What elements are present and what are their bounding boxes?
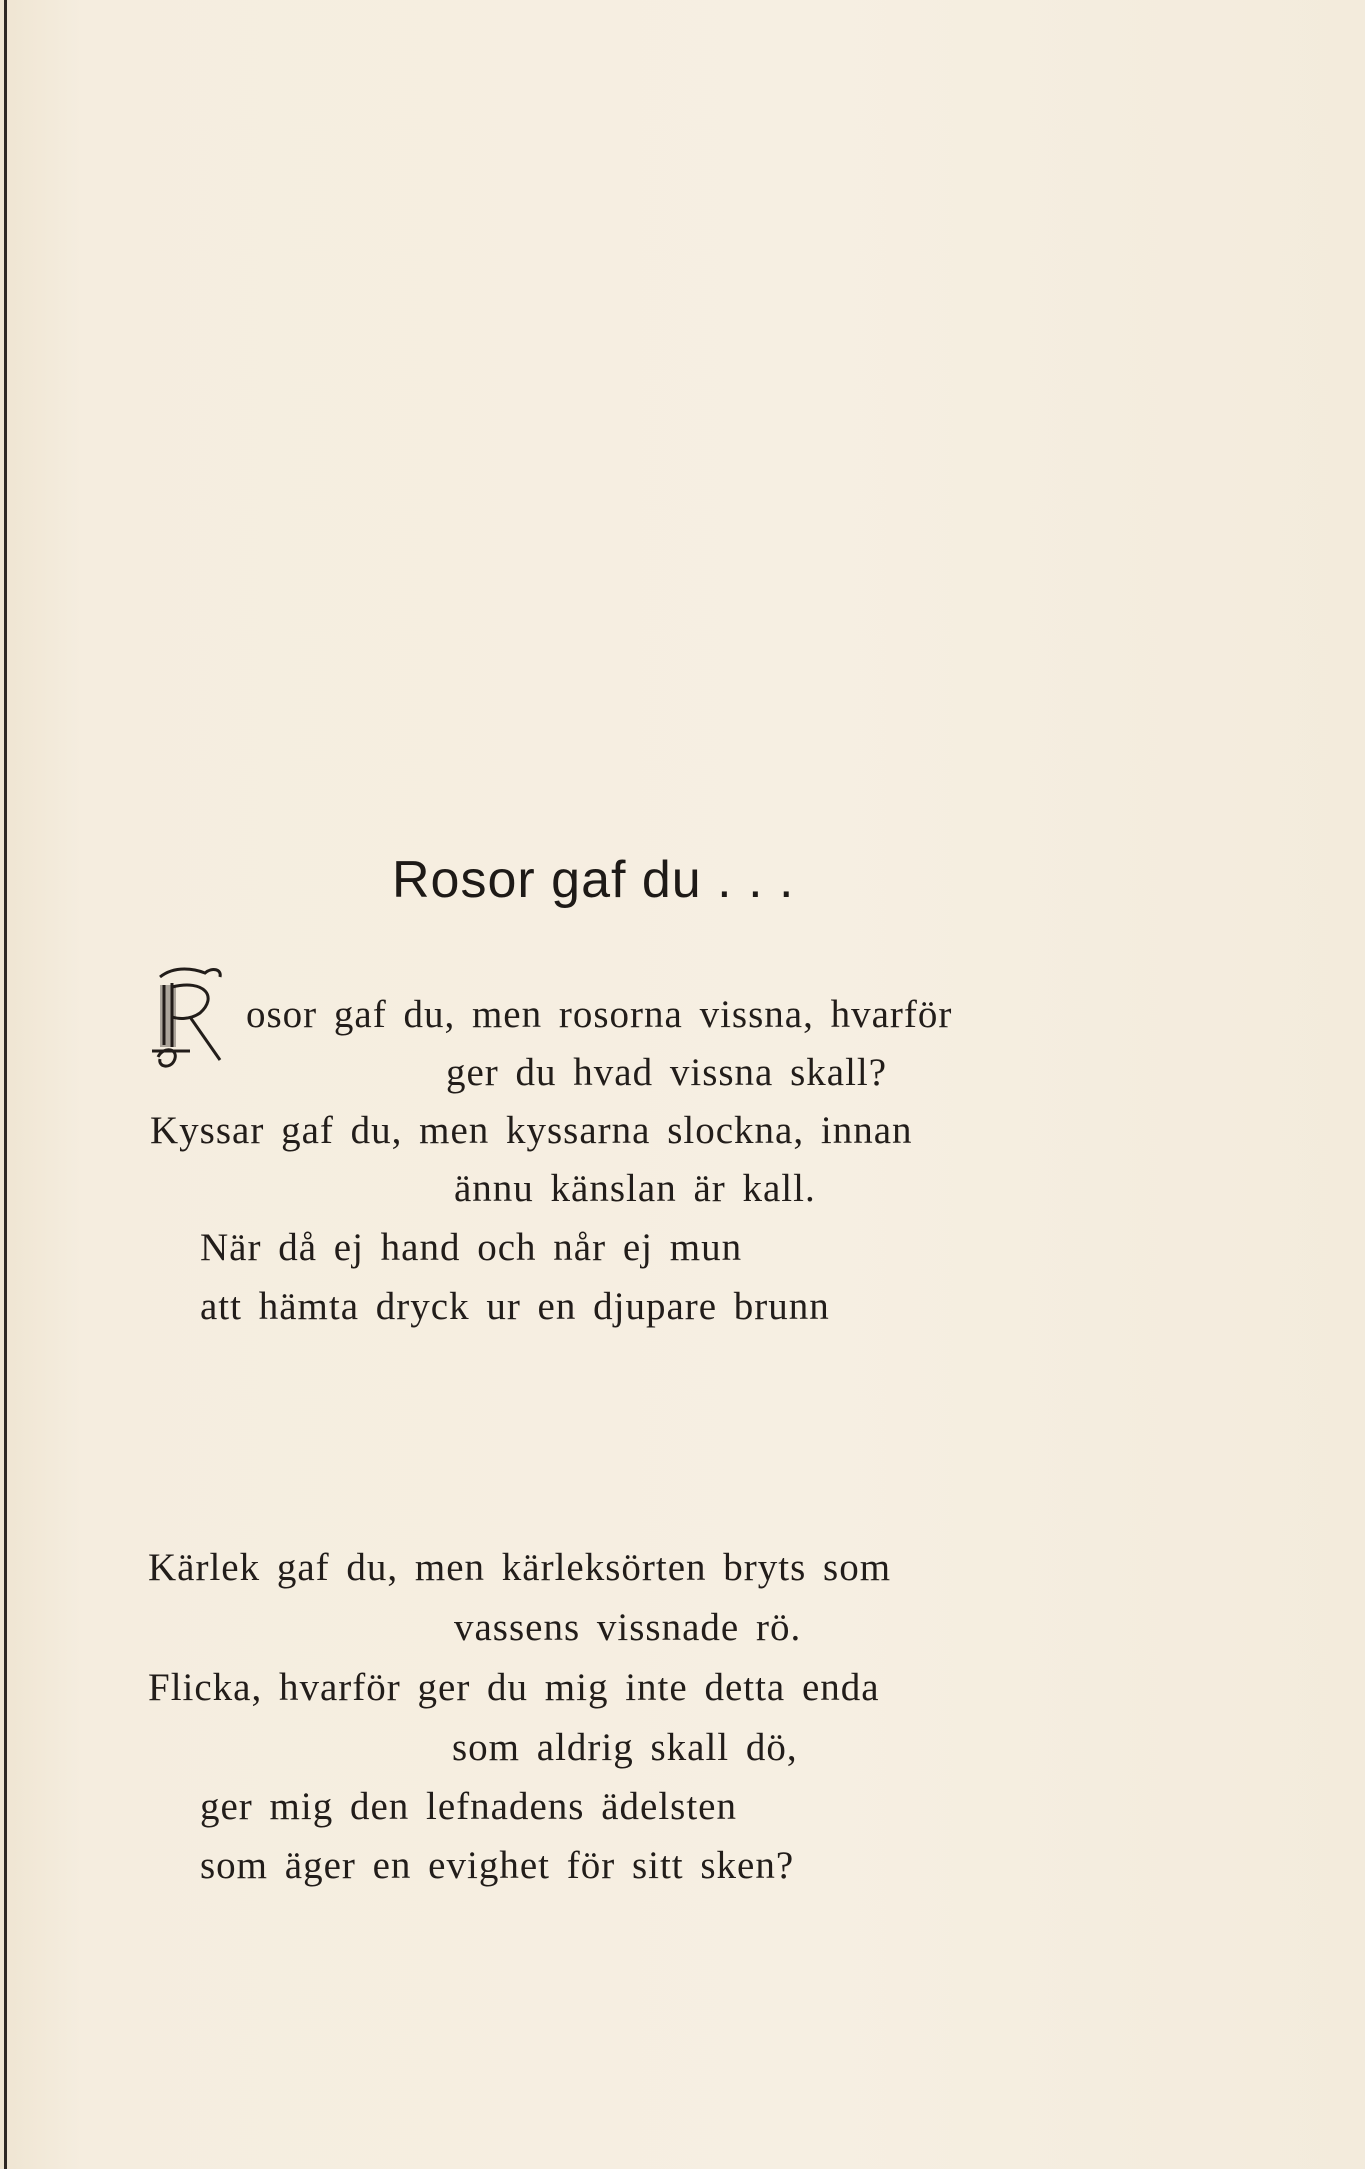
stanza2-line1: Kärlek gaf du, men kärleksörten bryts som bbox=[148, 1546, 892, 1589]
stanza1-line5: När då ej hand och når ej mun bbox=[200, 1226, 743, 1269]
stanza1-line6: att hämta dryck ur en djupare brunn bbox=[200, 1285, 830, 1328]
stanza1-line1: osor gaf du, men rosorna vissna, hvarför bbox=[246, 993, 953, 1036]
poem-title: Rosor gaf du . . . bbox=[392, 851, 795, 909]
stanza2-line4: som aldrig skall dö, bbox=[452, 1726, 798, 1769]
stanza2-line6: som äger en evighet för sitt sken? bbox=[200, 1844, 795, 1887]
stanza1-line2: ger du hvad vissna skall? bbox=[446, 1051, 888, 1094]
stanza2-line3: Flicka, hvarför ger du mig inte detta enda bbox=[148, 1666, 880, 1709]
stanza2-line5: ger mig den lefnadens ädelsten bbox=[200, 1785, 737, 1828]
stanza1-line3: Kyssar gaf du, men kyssarna slockna, innan bbox=[150, 1109, 913, 1152]
decorative-dropcap-r bbox=[150, 965, 245, 1075]
page-edge bbox=[4, 0, 7, 2169]
stanza2-line2: vassens vissnade rö. bbox=[454, 1606, 802, 1649]
stanza1-line4: ännu känslan är kall. bbox=[454, 1167, 816, 1210]
